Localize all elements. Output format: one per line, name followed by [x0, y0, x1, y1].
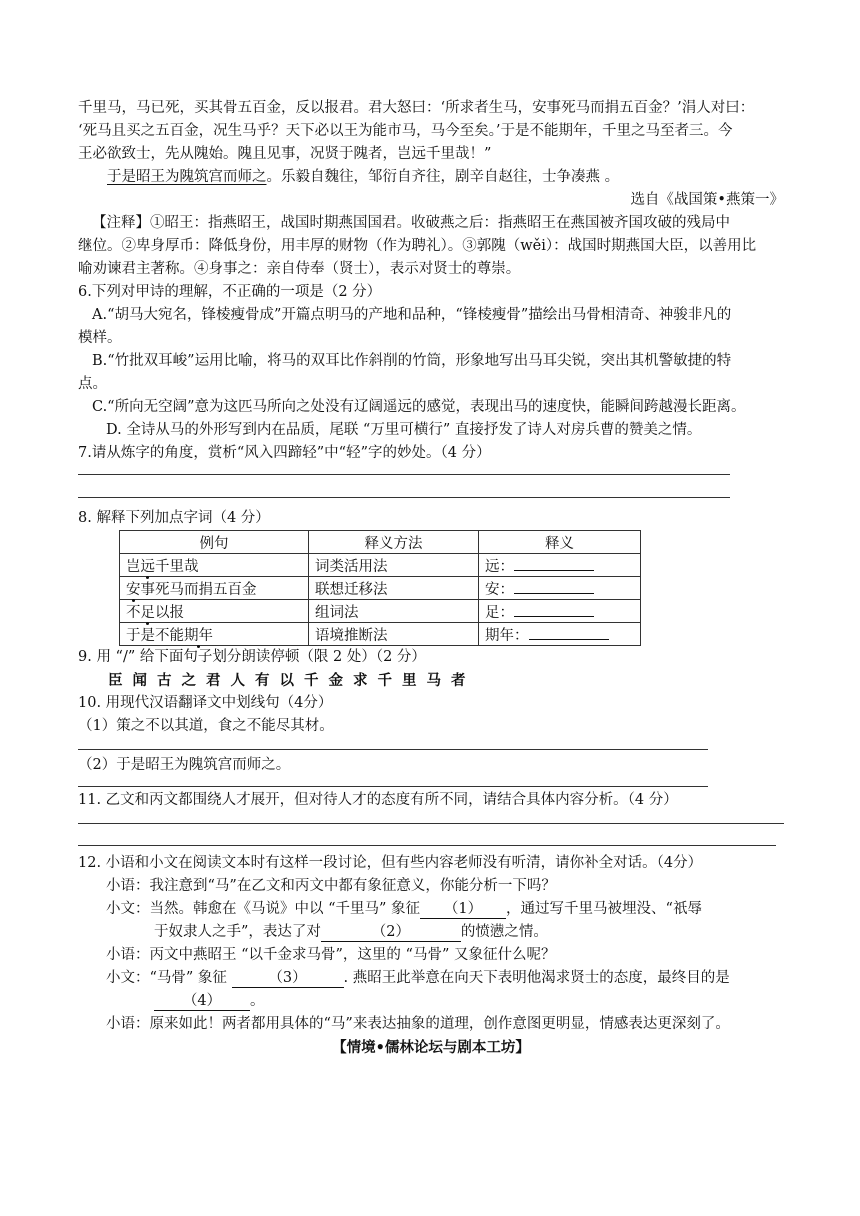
- q8-method-cell: 词类活用法: [309, 554, 479, 577]
- q6-option-b-cont: 点。: [78, 376, 107, 392]
- q8-method-cell: 组词法: [309, 600, 479, 623]
- q11-stem: 11. 乙文和丙文都围绕人才展开，但对待人才的态度有所不同，请结合具体内容分析。（4 分）: [78, 792, 678, 808]
- q12-line-5: [78, 967, 784, 990]
- example-post: 以报: [155, 604, 184, 621]
- q8-example-cell: [120, 600, 309, 623]
- q12-line-2: [78, 898, 784, 921]
- q12-line-2-a: 小文：当然。韩愈在《马说》中以 “千里马” 象征: [106, 901, 421, 917]
- q12-line-4: 小语：丙文中燕昭王 “以千金求马骨”，这里的 “马骨” 又象征什么呢？: [106, 947, 556, 963]
- q8-meaning-cell: [479, 623, 641, 646]
- q6-stem: 6.下列对甲诗的理解，不正确的一项是（2 分）: [78, 284, 382, 300]
- exam-page: [78, 97, 784, 1059]
- q8-header-meaning: 释义: [479, 531, 641, 554]
- q8-example-cell: [120, 623, 309, 646]
- q6-option-b: B.“竹批双耳峻”运用比喻，将马的双耳比作斜削的竹筒，形象地写出马耳尖锐，突出其机警敏捷的特: [92, 353, 732, 369]
- section-title: 【情境•儒林论坛与剧本工坊】: [332, 1039, 530, 1056]
- q12-line-6: [78, 990, 784, 1013]
- q12-line-1: 小语：我注意到“马”在乙文和丙文中都有象征意义，你能分析一下吗？: [106, 878, 556, 894]
- underlined-sentence: 于是昭王为隗筑宫而师之: [107, 169, 267, 185]
- notes-line-3: 喻劝谏君主著称。④身事之：亲自侍奉（贤士），表示对贤士的尊崇。: [78, 261, 521, 277]
- meaning-label: 期年：: [485, 627, 529, 644]
- q6-option-c: C.“所向无空阔”意为这匹马所向之处没有辽阔遥远的感觉，表现出马的速度快，能瞬间跨越漫长距离。: [92, 399, 746, 415]
- dotted-word: 足: [140, 604, 155, 621]
- q12-line-6-b: 。: [250, 993, 265, 1009]
- q12-line-3: [78, 921, 784, 944]
- q8-header-row: [120, 531, 641, 554]
- q10-sentence-2: （2）于是昭王为隗筑宫而师之。: [78, 757, 291, 773]
- q6-option-a: A.“胡马大宛名，锋棱瘦骨成”开篇点明马的产地和品种，“锋棱瘦骨”描绘出马骨相清奇、神骏非凡的: [92, 307, 732, 323]
- table-row: [120, 623, 641, 646]
- notes-line-1: 【注释】①昭王：指燕昭王，战国时期燕国国君。收破燕之后：指燕昭王在燕国被齐国攻破的残局中: [92, 215, 730, 231]
- dotted-word: 期年: [184, 627, 213, 644]
- q6-option-d: D. 全诗从马的外形写到内在品质，尾联 “万里可横行” 直接抒发了诗人对房兵曹的赞美之情。: [106, 422, 702, 438]
- table-row: [120, 577, 641, 600]
- q12-blank-2[interactable]: （2）: [321, 923, 461, 942]
- q9-stem: 9. 用 “/” 给下面句子划分朗读停顿（限 2 处）（2 分）: [78, 649, 426, 665]
- q12-line-3-b: 的愤懑之情。: [460, 924, 548, 940]
- q12-blank-3[interactable]: （3）: [232, 969, 344, 988]
- meaning-blank[interactable]: [514, 556, 594, 571]
- passage-line-2: ‘死马且买之五百金，况生马乎？天下必以王为能市马，马今至矣。’于是不能期年，千里之马至者三。今: [78, 123, 733, 139]
- q12-blank-1[interactable]: （1）: [420, 900, 506, 919]
- q10-stem: 10. 用现代汉语翻译文中划线句（4分）: [78, 695, 333, 711]
- example-pre: 不: [126, 604, 141, 621]
- q10-sentence-1: （1）策之不以其道，食之不能尽其材。: [78, 718, 334, 734]
- dotted-word: 远: [140, 558, 155, 575]
- meaning-label: 远：: [485, 558, 514, 575]
- q12-line-5-a: 小文：“马骨” 象征: [106, 970, 232, 986]
- example-pre: 岂: [126, 558, 141, 575]
- example-post: 千里哉: [155, 558, 199, 575]
- meaning-label: 足：: [485, 604, 514, 621]
- q9-sentence[interactable]: 臣闻古之君人有以千金求千里马者: [108, 672, 476, 689]
- q8-meaning-cell: [479, 600, 641, 623]
- meaning-blank[interactable]: [514, 579, 594, 594]
- meaning-blank[interactable]: [529, 625, 609, 640]
- q12-line-7: 小语：原来如此！两者都用具体的“马”来表达抽象的道理，创作意图更明显，情感表达更深刻了。: [106, 1016, 730, 1032]
- meaning-label: 安：: [485, 581, 514, 598]
- q12-line-2-b: ，通过写千里马被埋没、“祇辱: [506, 901, 702, 917]
- table-row: [120, 554, 641, 577]
- table-row: [120, 600, 641, 623]
- meaning-blank[interactable]: [514, 602, 594, 617]
- q8-example-cell: [120, 554, 309, 577]
- q6-option-a-cont: 模样。: [78, 330, 122, 346]
- q7-stem: 7.请从炼字的角度，赏析“风入四蹄轻”中“轻”字的妙处。（4 分）: [78, 445, 491, 461]
- q12-stem: 12. 小语和小文在阅读文本时有这样一段讨论，但有些内容老师没有听清，请你补全对话。（4分）: [78, 855, 703, 871]
- q12-line-3-a: 于奴隶人之手”，表达了对: [154, 924, 321, 940]
- q8-example-cell: [120, 577, 309, 600]
- q8-header-example: 例句: [120, 531, 309, 554]
- q8-method-cell: 语境推断法: [309, 623, 479, 646]
- passage-line-4: [78, 166, 784, 189]
- example-post: 事死马而捐五百金: [140, 581, 257, 598]
- passage-line-1: 千里马，马已死，买其骨五百金，反以报君。君大怒曰：‘所求者生马，安事死马而捐五百金？’涓人对曰：: [78, 100, 755, 116]
- notes-line-2: 继位。②卑身厚币：降低身份，用丰厚的财物（作为聘礼）。③郭隗（wěi）：战国时期燕国大臣，以善用比: [78, 238, 757, 254]
- q8-table: [119, 530, 641, 646]
- q8-meaning-cell: [479, 554, 641, 577]
- passage-line-4-rest: 。乐毅自魏往，邹衍自齐往，剧辛自赵往，士争凑燕 。: [266, 169, 620, 185]
- q8-meaning-cell: [479, 577, 641, 600]
- q12-line-5-b: . 燕昭王此举意在向天下表明他渴求贤士的态度，最终目的是: [343, 970, 730, 986]
- passage-source: 选自《战国策•燕策一》: [630, 192, 784, 208]
- dotted-word: 安: [126, 581, 141, 598]
- q12-blank-4[interactable]: （4）: [154, 992, 250, 1011]
- q8-method-cell: 联想迁移法: [309, 577, 479, 600]
- passage-line-3: 王必欲致士，先从隗始。隗且见事，况贤于隗者，岂远千里哉！”: [78, 146, 492, 162]
- q8-stem: 8. 解释下列加点字词（4 分）: [78, 510, 270, 526]
- example-pre: 于是不能: [126, 627, 184, 644]
- q8-header-method: 释义方法: [309, 531, 479, 554]
